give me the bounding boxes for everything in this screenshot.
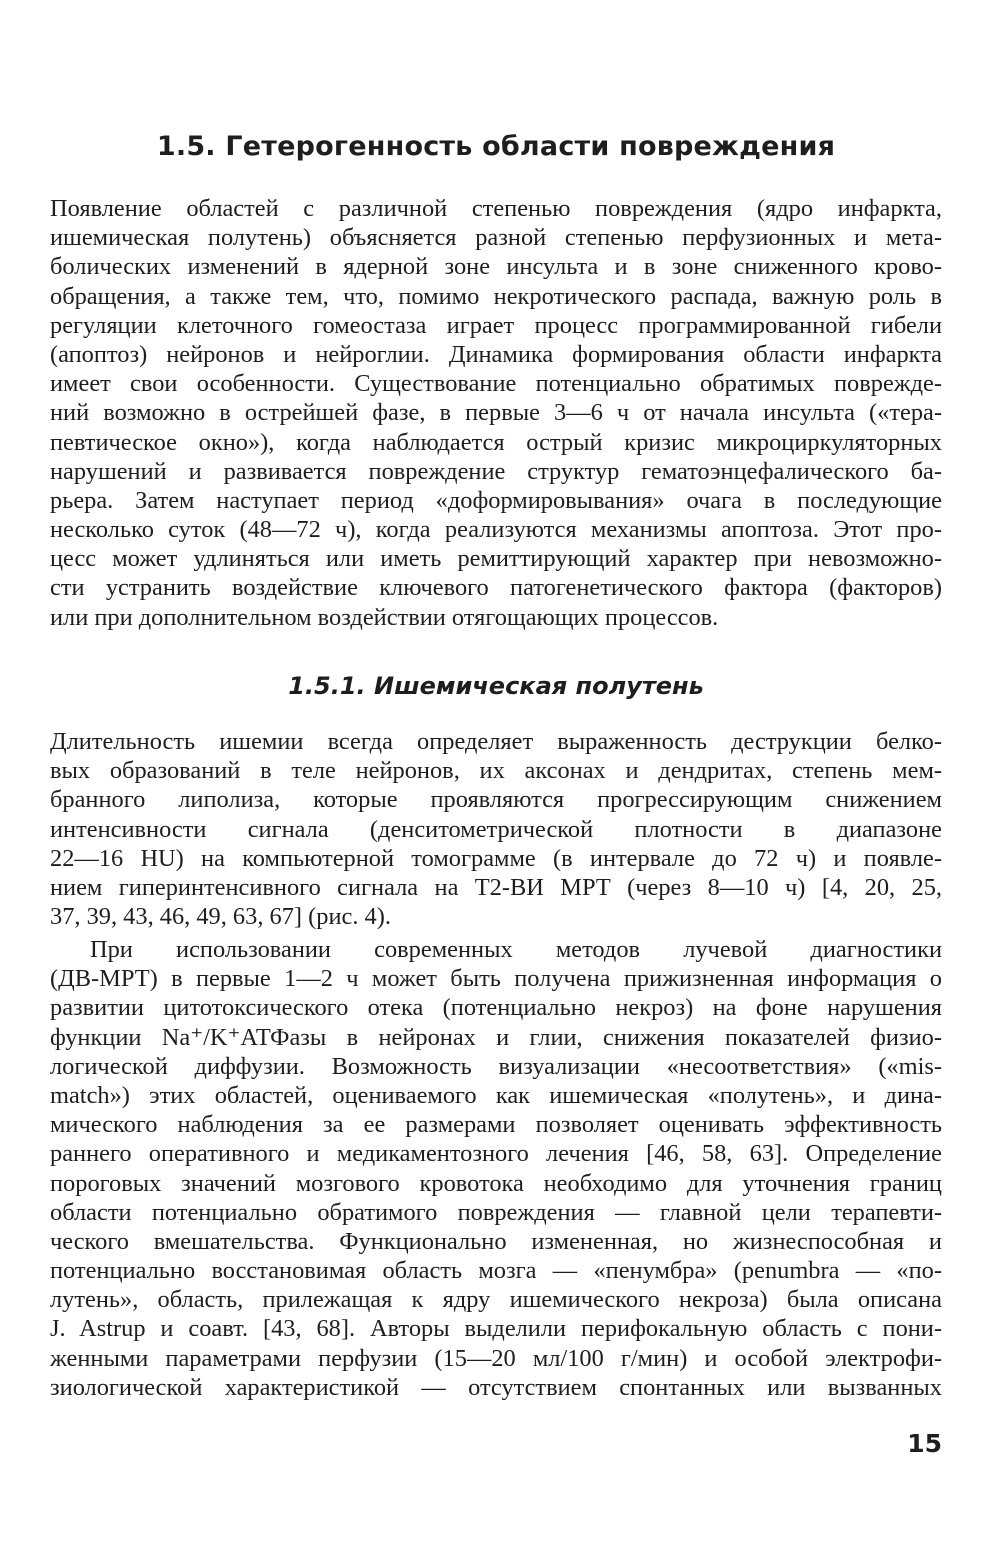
book-page: [50, 0, 942, 1549]
text-line: 37, 39, 43, 46, 49, 63, 67] (рис. 4).: [50, 903, 391, 931]
text-line: пороговых значений мозгового кровотока необходимо для уточнения границ: [50, 1169, 942, 1197]
section-title: 1.5. Гетерогенность области повреждения: [156, 131, 836, 162]
text-line: нием гиперинтенсивного сигнала на Т2-ВИ МРТ (через 8—10 ч) [4, 20, 25,: [50, 873, 942, 901]
text-line: развитии цитотоксического отека (потенциально некроз) на фоне нарушения: [50, 994, 942, 1022]
text-line: имеет свои особенности. Существование потенциально обратимых поврежде-: [50, 370, 942, 398]
text-line: match») этих областей, оцениваемого как ишемическая «полутень», и дина-: [50, 1081, 942, 1109]
text-line: бранного липолиза, которые проявляются прогрессирующим снижением: [50, 786, 942, 814]
text-line: Появление областей с различной степенью повреждения (ядро инфаркта,: [50, 195, 942, 222]
text-line: При использовании современных методов лучевой диагностики: [90, 936, 942, 963]
text-line: (апоптоз) нейронов и нейроглии. Динамика формирования области инфаркта: [50, 340, 942, 368]
text-line: регуляции клеточного гомеостаза играет процесс программированной гибели: [50, 311, 942, 339]
text-line: обращения, а также тем, что, помимо некротического распада, важную роль в: [50, 282, 942, 310]
text-line: логической диффузии. Возможность визуализации «несоответствия» («mis-: [50, 1052, 942, 1080]
text-line: интенсивности сигнала (денситометрической плотности в диапазоне: [50, 815, 942, 843]
text-line: области потенциально обратимого повреждения — главной цели терапевти-: [50, 1198, 942, 1226]
subsection-title: 1.5.1. Ишемическая полутень: [288, 672, 704, 700]
text-line: нарушений и развивается повреждение структур гематоэнцефалического ба-: [50, 457, 942, 485]
text-line: зиологической характеристикой — отсутствием спонтанных или вызванных: [50, 1373, 942, 1401]
text-line: потенциально восстановимая область мозга — «пенумбра» (penumbra — «по-: [50, 1257, 942, 1285]
text-line: 22—16 HU) на компьютерной томограмме (в интервале до 72 ч) и появле-: [50, 844, 942, 872]
text-line: рьера. Затем наступает период «доформировывания» очага в последующие: [50, 486, 942, 514]
subsection-paragraph-1: [50, 727, 942, 931]
text-line: или при дополнительном воздействии отягощающих процессов.: [50, 603, 719, 631]
text-line: ишемическая полутень) объясняется разной степенью перфузионных и мета-: [50, 224, 942, 252]
text-line: Длительность ишемии всегда определяет выраженность деструкции белко-: [50, 728, 942, 755]
text-line: (ДВ-МРТ) в первые 1—2 ч может быть получена прижизненная информация о: [50, 965, 942, 993]
text-line: ческого вмешательства. Функционально измененная, но жизнеспособная и: [50, 1227, 942, 1255]
text-line: J. Astrup и соавт. [43, 68]. Авторы выделили перифокальную область с пони-: [50, 1315, 942, 1343]
text-line: вых образований в теле нейронов, их аксонах и дендритах, степень мем-: [50, 757, 942, 785]
page-number: 15: [907, 1429, 942, 1458]
text-line: певтическое окно»), когда наблюдается острый кризис микроциркуляторных: [50, 428, 942, 456]
text-line: ний возможно в острейшей фазе, в первые 3—6 ч от начала инсульта («тера-: [50, 399, 942, 427]
text-line: болических изменений в ядерной зоне инсульта и в зоне сниженного крово-: [50, 253, 942, 281]
section-paragraph-1: [50, 194, 942, 632]
text-line: цесс может удлиняться или иметь ремиттирующий характер при невозможно-: [50, 545, 942, 573]
text-line: функции Na⁺/K⁺АТФазы в нейронах и глии, снижения показателей физио-: [50, 1023, 942, 1051]
text-line: несколько суток (48—72 ч), когда реализуются механизмы апоптоза. Этот про-: [50, 516, 942, 544]
text-line: лутень», область, прилежащая к ядру ишемического некроза) была описана: [50, 1286, 942, 1314]
text-line: мического наблюдения за ее размерами позволяет оценивать эффективность: [50, 1111, 942, 1139]
subsection-paragraph-2: [50, 935, 942, 1402]
text-line: раннего оперативного и медикаментозного лечения [46, 58, 63]. Определение: [50, 1140, 942, 1168]
text-line: сти устранить воздействие ключевого патогенетического фактора (факторов): [50, 574, 942, 602]
text-line: женными параметрами перфузии (15—20 мл/100 г/мин) и особой электрофи-: [50, 1344, 942, 1372]
